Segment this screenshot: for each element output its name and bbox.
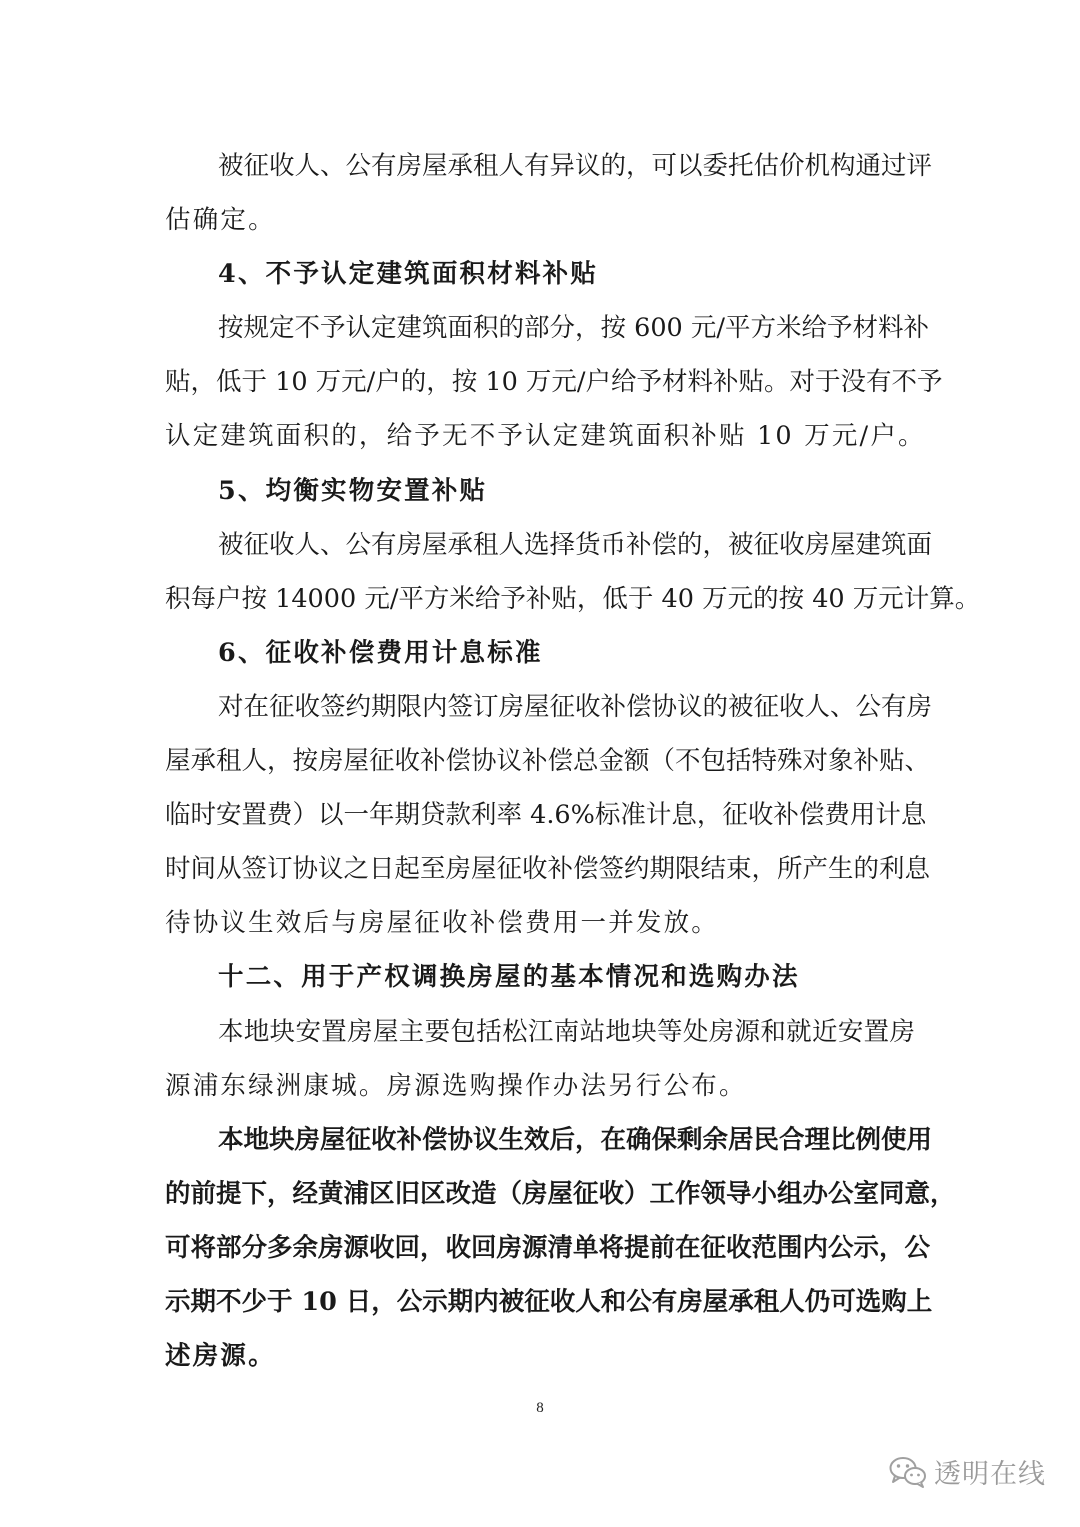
paragraph-line: 估确定。 (165, 205, 276, 235)
watermark-text: 透明在线 (934, 1459, 1046, 1490)
watermark (888, 1452, 1046, 1491)
section-heading: 6、征收补偿费用计息标准 (218, 638, 543, 668)
paragraph-line: 按规定不予认定建筑面积的部分，按 600 元/平方米给予材料补 (218, 313, 929, 343)
paragraph-line: 认定建筑面积的，给予无不予认定建筑面积补贴 10 万元/户。 (165, 421, 926, 451)
section-heading: 5、均衡实物安置补贴 (218, 476, 488, 506)
bold-paragraph-line: 示期不少于 10 日，公示期内被征收人和公有房屋承租人仍可选购上 (165, 1287, 933, 1317)
paragraph-line: 源浦东绿洲康城。房源选购操作办法另行公布。 (165, 1071, 747, 1101)
wechat-icon (888, 1455, 928, 1489)
bold-paragraph-line: 本地块房屋征收补偿协议生效后，在确保剩余居民合理比例使用 (218, 1125, 933, 1155)
paragraph-line: 被征收人、公有房屋承租人有异议的，可以委托估价机构通过评 (218, 151, 933, 181)
bold-paragraph-line: 的前提下，经黄浦区旧区改造（房屋征收）工作领导小组办公室同意， (165, 1179, 956, 1209)
paragraph-line: 临时安置费）以一年期贷款利率 4.6%标准计息，征收补偿费用计息 (165, 800, 927, 830)
paragraph-line: 对在征收签约期限内签订房屋征收补偿协议的被征收人、公有房 (218, 692, 933, 722)
bold-paragraph-line: 述房源。 (165, 1341, 276, 1371)
paragraph-line: 本地块安置房屋主要包括松江南站地块等处房源和就近安置房 (218, 1017, 915, 1047)
paragraph-line: 被征收人、公有房屋承租人选择货币补偿的，被征收房屋建筑面 (218, 530, 933, 560)
bold-paragraph-line: 可将部分多余房源收回，收回房源清单将提前在征收范围内公示，公 (165, 1233, 931, 1263)
paragraph-line: 时间从签订协议之日起至房屋征收补偿签约期限结束，所产生的利息 (165, 854, 931, 884)
paragraph-line: 积每户按 14000 元/平方米给予补贴，低于 40 万元的按 40 万元计算。 (165, 584, 981, 614)
paragraph-line: 屋承租人，按房屋征收补偿协议补偿总金额（不包括特殊对象补贴、 (165, 746, 931, 776)
section-heading: 十二、用于产权调换房屋的基本情况和选购办法 (218, 962, 800, 992)
paragraph-line: 待协议生效后与房屋征收补偿费用一并发放。 (165, 908, 720, 938)
page-number: 8 (536, 1400, 544, 1416)
paragraph-line: 贴，低于 10 万元/户的，按 10 万元/户给予材料补贴。对于没有不予 (165, 367, 943, 397)
section-heading: 4、不予认定建筑面积材料补贴 (218, 259, 599, 289)
